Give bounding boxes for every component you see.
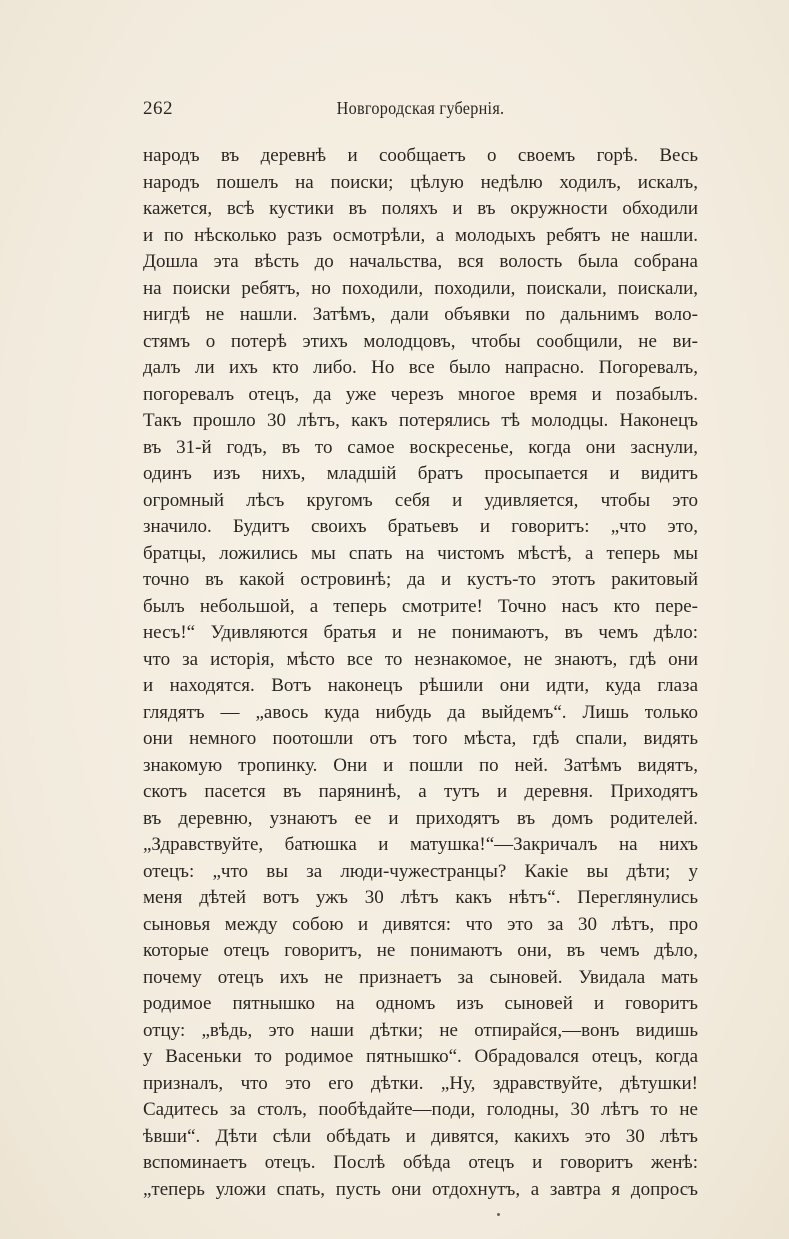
text-line: Такъ прошло 30 лѣтъ, какъ потерялись тѣ молодцы. Наконецъ [143,410,698,431]
text-line: точно въ какой островинѣ; да и кустъ-то этотъ ракитовый [143,569,698,590]
text-line: у Васеньки то родимое пятнышко“. Обрадовался отецъ, когда [143,1046,698,1067]
text-line: они немного поотошли отъ того мѣста, гдѣ спали, видять [143,728,698,749]
text-line: далъ ли ихъ кто либо. Но все было напрасно. Погоревалъ, [143,357,698,378]
text-line: кажется, всѣ кустики въ поляхъ и въ окружности обходили [143,198,698,219]
text-line: несъ!“ Удивляются братья и не понимаютъ, въ чемъ дѣло: [143,622,698,643]
text-line: одинъ изъ нихъ, младшій братъ просыпается и видитъ [143,463,698,484]
text-line: и находятся. Вотъ наконецъ рѣшили они идти, куда глаза [143,675,698,696]
text-line: и по нѣсколько разъ осмотрѣли, а молодыхъ ребятъ не нашли. [143,224,698,246]
paper-speck [497,1213,500,1216]
text-line: былъ небольшой, а теперь смотрите! Точно насъ кто пере- [143,595,698,617]
text-line: родимое пятнышко на одномъ изъ сыновей и говоритъ [143,993,698,1014]
text-line: ѣвши“. Дѣти сѣли обѣдать и дивятся, какихъ это 30 лѣтъ [143,1125,698,1147]
text-line: почему отецъ ихъ не признаетъ за сыновей. Увидала мать [143,966,698,988]
text-line: въ деревню, узнаютъ ее и приходятъ въ домъ родителей. [143,807,698,829]
text-line: значило. Будитъ своихъ братьевъ и говоритъ: „что это, [143,516,698,537]
text-line: отецъ: „что вы за люди-чужестранцы? Какіе вы дѣти; у [143,860,698,882]
text-line: скотъ пасется въ парянинѣ, а тутъ и деревня. Приходятъ [143,781,698,802]
running-title: Новгородская губернія. [336,98,505,118]
text-line: братцы, ложились мы спать на чистомъ мѣстѣ, а теперь мы [143,542,698,564]
text-line: на поиски ребятъ, но походили, походили, поискали, поискали, [143,277,698,299]
text-line: народъ пошелъ на поиски; цѣлую недѣлю ходилъ, искалъ, [143,171,698,193]
text-line: вспоминаетъ отецъ. Послѣ обѣда отецъ и говоритъ женѣ: [143,1152,698,1173]
text-line: Садитесь за столъ, пообѣдайте—поди, голодны, 30 лѣтъ то не [143,1099,698,1120]
text-line: меня дѣтей вотъ ужъ 30 лѣтъ какъ нѣтъ“. Переглянулись [143,887,698,908]
text-line: глядятъ — „авось куда нибудь да выйдемъ“. Лишь только [143,701,698,723]
text-line: что за исторія, мѣсто все то незнакомое, не знаютъ, гдѣ они [143,648,698,670]
text-line: стямъ о потерѣ этихъ молодцовъ, чтобы сообщили, не ви- [143,330,698,352]
text-line: сыновья между собою и дивятся: что это за 30 лѣтъ, про [143,913,698,935]
text-line: въ 31-й годъ, въ то самое воскресенье, когда они заснули, [143,436,698,458]
page-number: 262 [143,98,173,119]
body-text [143,143,698,1203]
text-line: знакомую тропинку. Они и пошли по ней. Затѣмъ видятъ, [143,754,698,776]
text-line: „теперь уложи спать, пусть они отдохнутъ, а завтра я допросъ [143,1178,698,1200]
text-line: нигдѣ не нашли. Затѣмъ, дали объявки по дальнимъ воло- [143,304,698,325]
text-line: огромный лѣсъ кругомъ себя и удивляется, чтобы это [143,489,698,511]
page-header [143,98,698,128]
text-line: которые отецъ говоритъ, не понимаютъ они, въ чемъ дѣло, [143,940,698,961]
text-line: Дошла эта вѣсть до начальства, вся волость была собрана [143,251,698,272]
text-line: отцу: „вѣдь, это наши дѣтки; не отпирайся,—вонъ видишь [143,1019,698,1041]
text-line: народъ въ деревнѣ и сообщаетъ о своемъ горѣ. Весь [143,145,698,166]
text-line: погоревалъ отецъ, да уже черезъ многое время и позабылъ. [143,383,698,405]
text-line: „Здравствуйте, батюшка и матушка!“—Закричалъ на нихъ [143,834,698,855]
text-line: призналъ, что это его дѣтки. „Ну, здравствуйте, дѣтушки! [143,1072,698,1094]
